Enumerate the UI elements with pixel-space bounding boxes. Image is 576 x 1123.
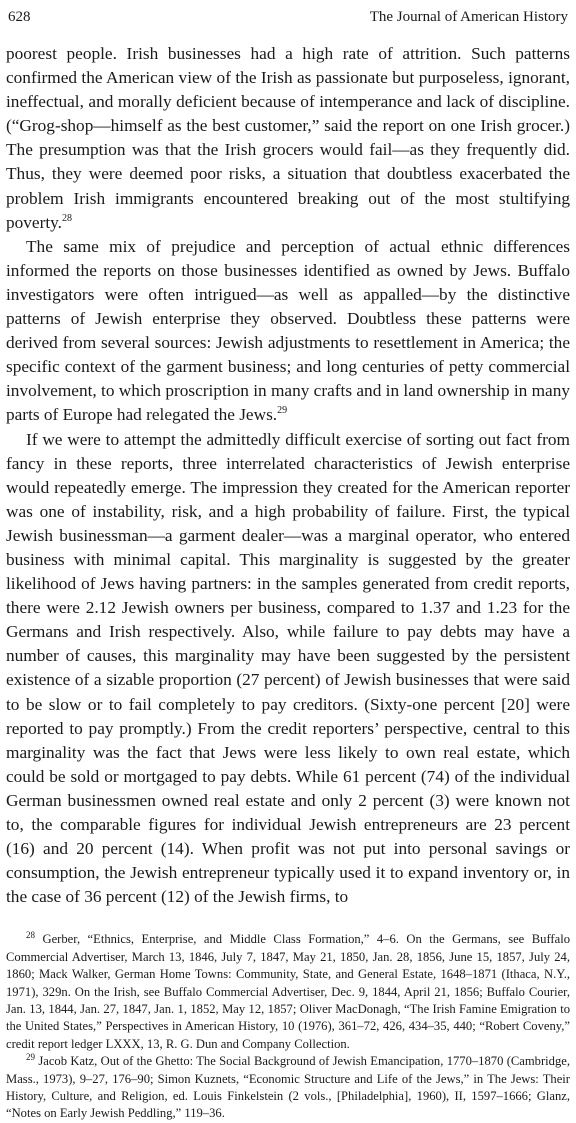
article-body — [6, 42, 570, 909]
paragraph-text: The same mix of prejudice and perception of actual ethnic differences informed the reports on those businesses identified as owned by Jews. Buffalo investigators were often intrigued—as well as appalled—by the distinctive patterns of Jewish enterprise they observed. Doubtless these patterns were derived from several sources: Jewish adjustments to resettlement in America; the specific context of the garment business; and long centuries of petty commercial involvement, to which proscription in many crafts and in land ownership in many parts of Europe had relegated the Jews. — [6, 236, 570, 425]
footnote-marker[interactable]: 28 — [62, 212, 72, 224]
footnotes — [6, 931, 570, 1122]
footnote-text: Gerber, “Ethnics, Enterprise, and Middle Class Formation,” 4–6. On the Germans, see Buffalo Commercial Advertiser, March 13, 1846, July 7, 1847, May 21, 1850, Jan. 28, 1856, June 15, 1857, July 24, 1860; Mack Walker, German Home Towns: Community, State, and General Estate, 1648–1871 (Ithaca, N.Y., 1971), 329n. On the Irish, see Buffalo Commercial Advertiser, Dec. 9, 1844, April 21, 1856; Buffalo Courier, Jan. 13, 1844, Jan. 27, 1847, Jan. 1, 1852, May 12, 1857; Oliver MacDonagh, “The Irish Famine Emigration to the United States,” Perspectives in American History, 10 (1976), 361–72, 426, 434–35, 440; “Robert Coveny,” credit report ledger LXXX, 13, R. G. Dun and Company Collection. — [6, 932, 570, 1051]
paragraph-text: poorest people. Irish businesses had a high rate of attrition. Such patterns confirmed the American view of the Irish as passionate but purposeless, ignorant, ineffectual, and morally deficient because of intemperance and lack of discipline. (“Grog-shop—himself as the best customer,” said the report on one Irish grocer.) The presumption was that the Irish grocers would fail—as they frequently did. Thus, they were deemed poor risks, a situation that doubtless exacerbated the problem Irish immigrants encountered breaking out of the most stultifying poverty. — [6, 44, 570, 232]
footnote-number: 28 — [26, 930, 35, 941]
footnote — [6, 931, 570, 1053]
paragraph-text: If we were to attempt the admittedly difficult exercise of sorting out fact from fancy in these reports, three interrelated characteristics of Jewish enterprise would repeatedly emerge. The impression they created for the American reporter was one of instability, risk, and a high probability of failure. First, the typical Jewish businessman—a garment dealer—was a marginal operator, who entered business with minimal capital. This marginality is suggested by the greater likelihood of Jews having partners: in the samples generated from credit reports, there were 2.12 Jewish owners per business, compared to 1.37 and 1.23 for the Germans and Irish respectively. Also, while failure to pay debts may have a number of causes, this marginality may have been suggested by the persistent existence of a sizable proportion (27 percent) of Jewish businesses that were said to be slow or to fail completely to pay creditors. (Sixty-one percent [20] were reported to pay promptly.) From the credit reporters’ perspective, central to this marginality was the fact that Jews were less likely to own real estate, which could be sold or mortgaged to pay debts. While 61 percent (74) of the individual German businessmen owned real estate and only 2 percent (3) were known not to, the comparable figures for individual Jewish entrepreneurs are 23 percent (16) and 20 percent (14). When profit was not put into personal savings or consumption, the Jewish entrepreneur typically used it to expand inventory or, in the case of 36 percent (12) of the Jewish firms, to — [6, 429, 570, 907]
footnote-number: 29 — [26, 1052, 35, 1063]
running-header — [6, 8, 570, 32]
body-paragraph — [6, 428, 570, 910]
body-paragraph — [6, 235, 570, 428]
body-paragraph — [6, 42, 570, 235]
footnote-text: Jacob Katz, Out of the Ghetto: The Social Background of Jewish Emancipation, 1770–1870 (Cambridge, Mass., 1973), 9–27, 176–90; Simon Kuznets, “Economic Structure and Life of the Jews,” in The Jews: Their History, Culture, and Religion, ed. Louis Finkelstein (2 vols., [Philadelphia], 1960), II, 1597–1666; Glanz, “Notes on Early Jewish Peddling,” 119–36. — [6, 1054, 570, 1121]
running-title: The Journal of American History — [369, 9, 568, 25]
footnote — [6, 1053, 570, 1123]
page-number: 628 — [8, 9, 31, 25]
footnote-marker[interactable]: 29 — [277, 405, 288, 417]
